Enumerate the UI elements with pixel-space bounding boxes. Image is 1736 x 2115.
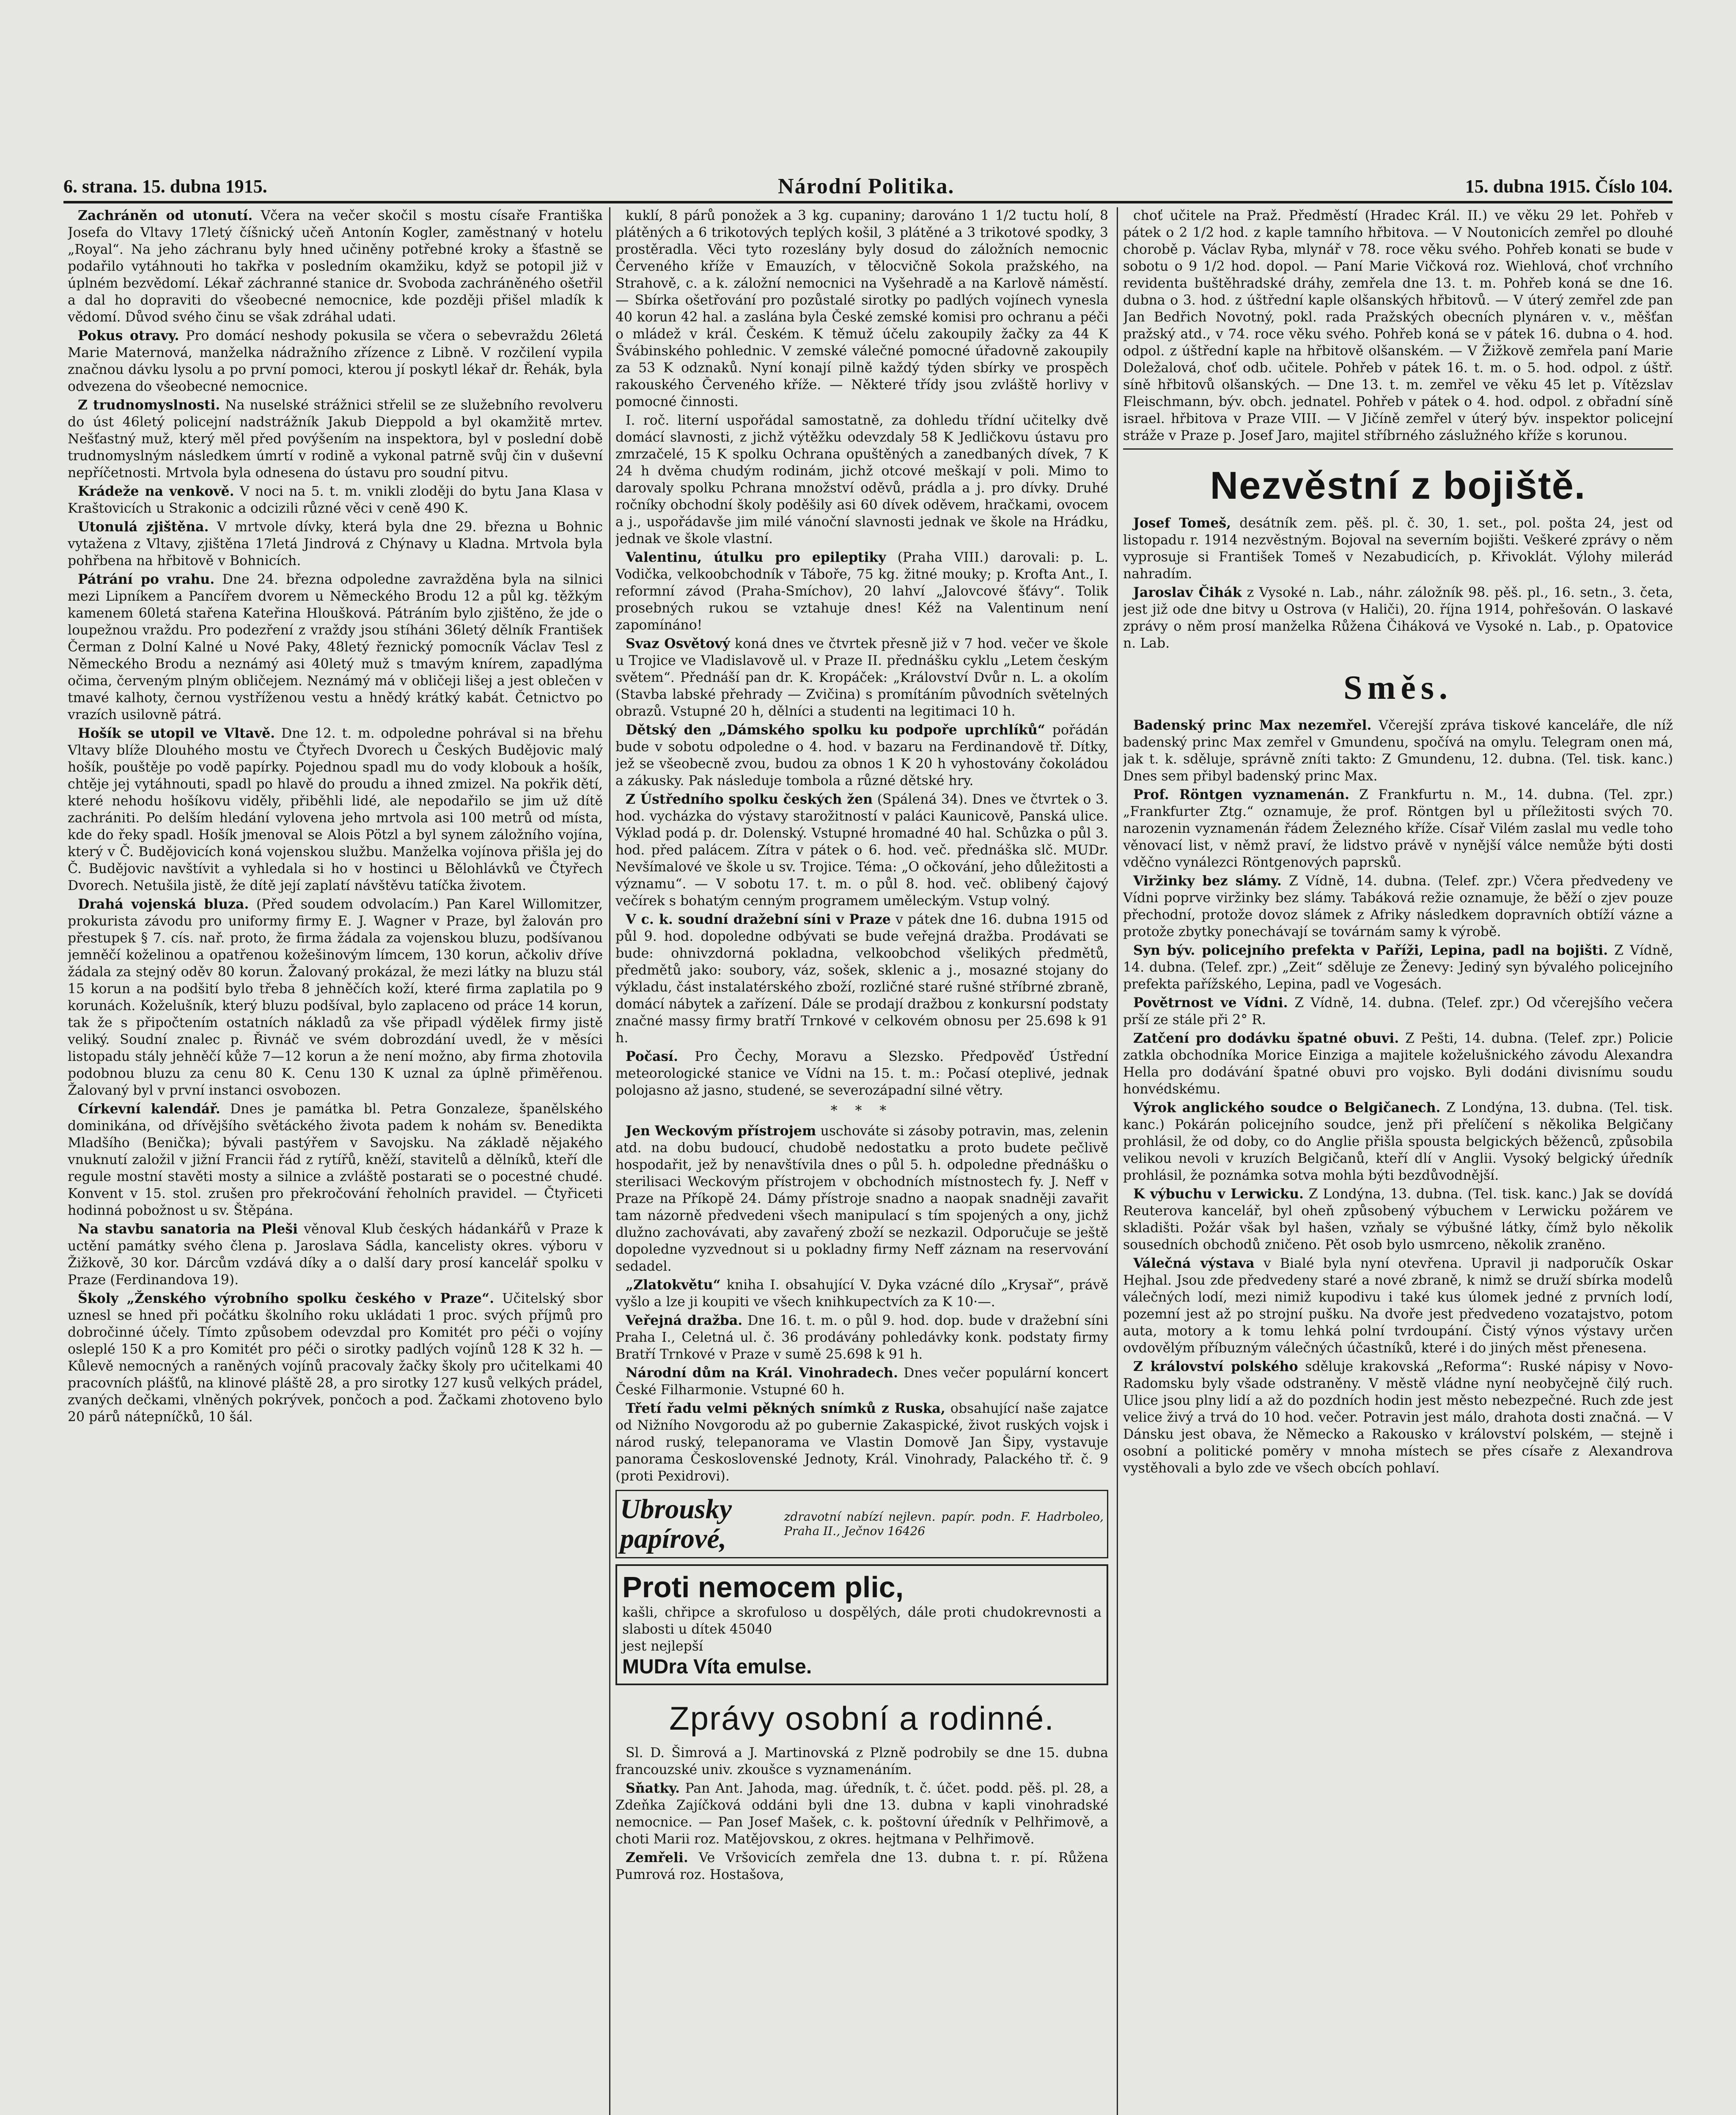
ad-product: MUDra Víta emulse.: [622, 1656, 812, 1678]
news-item: Jaroslav Čihák z Vysoké n. Lab., náhr. záložník 98. pěš. pl., 16. setn., 3. četa, jest již ode dne bitvy u Ostrova (v Haliči), 20. října 1914, pohřešován. O laskavé zprávy o něm prosí manželka Růžena Čiháková ve Vysoké n. Lab., p. Opatovice n. Lab.: [1123, 585, 1673, 651]
news-item: Pokus otravy. Pro domácí neshody pokusila se včera o sebevraždu 26letá Marie Maternová, manželka nádražního zřízence z Libně. V rozčilení vypila značnou dávku lysolu a po první pomoci, kterou jí poskytl lékař dr. Řehák, byla odvezena do všeobecné nemocnice.: [68, 328, 603, 394]
news-item: Valentinu, útulku pro epileptiky (Praha VIII.) darovali: p. L. Vodička, velkoobchodník v Táboře, 75 kg. žitné mouky; p. Krofta Ant., I. reformní závod (Praha-Smíchov), 20 lahví „Jalovcové šťávy“. Tolik prosebných rukou se vztahuje dnes! Kéž na Valentinum není zapomínáno!: [615, 549, 1108, 633]
news-item: „Zlatokvětu“ kniha I. obsahující V. Dyka vzácné dílo „Krysař“, právě vyšlo a lze ji koupiti ve všech knihkupectvích za K 10·—.: [615, 1277, 1108, 1310]
news-item: Jen Weckovým přístrojem uschováte si zásoby potravin, mas, zelenin atd. na dobu budoucí, chudobě nedostatku a proto budete pečlivě hospodařit, jež by nenavštívila dnes o půl 5. h. odpoledne přednášku o sterilisaci Weckovým přístrojem v obchodních místnostech fy. J. Neff v Praze na Příkopě 24. Dámy přístroje snadno a naopak snadněji zavařit tam názorně předvedeni všech manipulací s tím spojených a ony, jichž dlužno zachovávati, aby zavařený zboží se nezkazil. Odporučuje se ještě dopoledne vyzvednout si u pokladny firmy Neff záznam na reservování sedadel.: [615, 1123, 1108, 1274]
news-item: Krádeže na venkově. V noci na 5. t. m. vnikli zloději do bytu Jana Klasa v Kraštovicích u Strakonic a odcizili různé věci v ceně 490 K.: [68, 483, 603, 516]
ad-text: zdravotní nabízí nejlevn. papír. podn. F. Hadrboleo, Praha II., Ječnov 16426: [784, 1510, 1104, 1538]
news-item: Svaz Osvětový koná dnes ve čtvrtek přesně již v 7 hod. večer ve škole u Trojice ve Vladislavově ul. v Praze II. přednášku cyklu „Letem českým světem“. Přednáší pan dr. K. Kropáček: „Království Dvůr n. L. a okolím (Stavba labské přehrady — Zvičina) s promítáním původních světelných obrazů. Vstupné 20 h, dělníci a studenti na legitimaci 10 h.: [615, 636, 1108, 719]
news-item: Pátrání po vrahu. Dne 24. března odpoledne zavražděna byla na silnici mezi Lipníkem a Pancířem dvorem u Německého Brodu 12 a půl kg. těžkým kamenem 60letá stařena Kateřina Hloušková. Pátráním bylo zjištěno, že jde o loupežnou vraždu. Pro podezření z vraždy jsou stíháni 36letý dělník František Čerman z Dolní Kalné u Nové Paky, 48letý řeznický pomocník Václav Tesl z Německého Brodu a neznámý asi 40letý muž s tmavým knírem, zapadlýma očima, červeným plným obličejem. Neznámý má v obličeji lišej a jest oblečen v tmavé kalhoty, černou vystříženou vestu a hnědý krátký kabát. Četnictvo po vrazích usilovně pátrá.: [68, 571, 603, 722]
news-item: Veřejná dražba. Dne 16. t. m. o půl 9. hod. dop. bude v dražební síni Praha I., Celetná ul. č. 36 prodávány pohledávky konk. podstaty firmy Bratří Trnkové v Praze v sumě 25.698 k 91 h.: [615, 1313, 1108, 1362]
news-item: Syn býv. policejního prefekta v Paříži, Lepina, padl na bojišti. Z Vídně, 14. dubna. (Telef. zpr.) „Zeit“ sděluje ze Ženevy: Jediný syn bývalého policejního prefekta pařížského, Lepina, padl ve Vogesách.: [1123, 942, 1673, 992]
news-item: K výbuchu v Lerwicku. Z Londýna, 13. dubna. (Tel. tisk. kanc.) Jak se dovídá Reuterova kancelář, byl oheň způsobený výbuchem v Lerwicku požárem ve skladišti. Požár však byl hašen, vzňaly se výbušné látky, čímž bylo několik sousedních obchodů zničeno. Pět osob bylo usmrceno, několik zraněno.: [1123, 1186, 1673, 1253]
news-item: Badenský princ Max nezemřel. Včerejší zpráva tiskové kanceláře, dle níž badenský princ Max zemřel v Gmundenu, spočívá na omylu. Telegram onen má, jak t. k. sděluje, správně zníti takto: Z Gmundenu, 12. dubna. (Tel. tisk. kanc.) Dnes sem přibyl badenský princ Max.: [1123, 717, 1673, 784]
news-item: Zemřeli. Ve Vršovicích zemřela dne 13. dubna t. r. pí. Růžena Pumrová roz. Hostašova,: [615, 1850, 1108, 1882]
news-item: Viržinky bez slámy. Z Vídně, 14. dubna. (Telef. zpr.) Včera předvedeny ve Vídni poprve viržinky bez slámy. Tabáková režie oznamuje, že běží o zjev pouze přechodní, protože dovoz slámek z Afriky následkem dopravních obtíží vázne a protože zbytky ponechávají se továrnám samy k výrobě.: [1123, 873, 1673, 939]
news-item: V c. k. soudní dražební síni v Praze v pátek dne 16. dubna 1915 od půl 9. hod. dopoledne odbývati se bude veřejná dražba. Prodávati se bude: ohnivzdorná pokladna, velkoobchod všelikých předmětů, předmětů jako: soubory, váz, sošek, sklenic a j., mosazné stojany do výkladu, část instalatérského zboží, rozličné staré rušné stříbrné zbraně, domácí nábytek a zařízení. Dále se prodají dražbou z konkursní podstaty značné massy firmy bratří Trnkové v celkovém obnosu per 25.698 k 91 h.: [615, 912, 1108, 1046]
news-item: Z království polského sděluje krakovská „Reforma“: Ruské nápisy v Novo-Radomsku byly všade odstraněny. V městě vládne nyní neobyčejně čilý ruch. Ulice jsou plny lidí a až do pozdních hodin jest město nebezpečné. Ruch zde jest velice živý a trvá do 10 hod. večer. Potravin jest málo, drahota dosti značná. — V Dánsku jest obava, že Německo a Rakousko v království polském, — stejně i osobní a politické poměry v mnoha místech se přes císaře z Alexandrova vystěhovali a bylo zde ve všech obcích pohlaví.: [1123, 1359, 1673, 1476]
advertisement-napkins: [615, 1490, 1108, 1558]
masthead: [63, 171, 1673, 203]
news-item: Hošík se utopil ve Vltavě. Dne 12. t. m. odpoledne pohrával si na břehu Vltavy blíže Dlouhého mostu ve Čtyřech Dvorech u Českých Budějovic malý hošík, pouštěje po vodě papírky. Pojednou spadl mu do vody klobouk a hošík, chtěje jej vytáhnouti, spadl po hlavě do proudu a ihned zmizel. Na pokřik dětí, které nehodu hošíkovu viděly, přiběhli lidé, ale nepodařilo se jim už dítě zachrániti. Po delším hledání vylovena jeho mrtvola asi 100 metrů od místa, kde do řeky spadl. Hošík jmenoval se Alois Pötzl a byl synem záložního vojína, který v Č. Budějovicích koná vojenskou službu. Manželka vojínova přišla jej do Č. Budějovic navštívit a vyhledala si ho v hostinci u Bělohlávků ve Čtyřech Dvorech. Netušila jistě, že dítě její zaplatí návštěvu tatíčka životem.: [68, 725, 603, 893]
news-item: choť učitele na Praž. Předměstí (Hradec Král. II.) ve věku 29 let. Pohřeb v pátek o 2 1/2 hod. z kaple tamního hřbitova. — V Noutonicích zemřel po dlouhé chorobě p. Václav Ryba, mlynář v 78. roce věku svého. Pohřeb konati se bude v sobotu o 9 1/2 hod. dopol. — Paní Marie Vičková roz. Wiehlová, choť vrchního revidenta buštěhradské dráhy, zemřela dne 13. t. m. Pohřeb koná se dne 16. dubna o 3. hod. z úštřední kaple olšanských hřbitovů. — V úterý zemřel zde pan Jan Bedřich Novotný, pokl. rada Pražských obecních plynáren v. v., měšťan pražský atd., v 74. roce věku svého. Pohřeb koná se v pátek 16. dubna o 4. hod. odpol. z úštřední kaple na hřbitově olšanském. — V Žižkově zemřela paní Marie Doležalová, choť odb. učitele. Pohřeb v pátek 16. t. m. o 5. hod. odpol. z úštř. síně hřbitovů olšanských. — Dne 13. t. m. zemřel ve věku 45 let p. Vítězslav Fleischmann, býv. obch. jednatel. Pohřeb v pátek o 4. hod. odpol. z obřadní síně israel. hřbitova v Praze VIII. — V Jičíně zemřel v úterý býv. inspektor policejní stráže v Praze p. Josef Jaro, majitel stříbrného záslužného kříže s korunou.: [1123, 208, 1673, 443]
news-item: Sl. D. Šimrová a J. Martinovská z Plzně podrobily se dne 15. dubna francouzské univ. zkoušce s vyznamenáním.: [615, 1745, 1108, 1777]
news-item: Počasí. Pro Čechy, Moravu a Slezsko. Předpověď Ústřední meteorologické stanice ve Vídni na 15. t. m.: Počasí oteplivé, jednak polojasno až jasno, studené, se severozápadní silné větry.: [615, 1049, 1108, 1098]
section-title: Směs.: [1343, 669, 1453, 706]
page-date-left: 6. strana. 15. dubna 1915.: [63, 176, 267, 197]
ad-headline: Proti nemocem plic,: [622, 1571, 904, 1604]
news-item: Z Ústředního spolku českých žen (Spálená 34). Dnes ve čtvrtek o 3. hod. vycházka do výstavy starožitností v paláci Kaunicově, Panská ulice. Výklad podá p. dr. Dolenský. Vstupné hromadné 40 hal. Schůzka o půl 3. hod. před palácem. Zítra v pátek o 6. hod. več. přednáška slč. MUDr. Nevšímalové ve škole u sv. Trojice. Téma: „O očkování, jeho důležitosti a významu“. — V sobotu 17. t. m. o půl 8. hod. več. oblibený čajový večírek s bohatým cenným programem uměleckým. Vstup volný.: [615, 791, 1108, 909]
column-divider: [609, 207, 610, 2115]
news-item: Výrok anglického soudce o Belgičanech. Z Londýna, 13. dubna. (Tel. tisk. kanc.) Pokárán policejního soudce, jenž při přelíčení s několika Belgičany prohlásil, že od doby, co do Anglie přišla spousta belgických běženců, způsobila velikou nevoli v kruzích Belgičanů, kteří dlí v Anglii. Vysoký belgický úředník prohlásil, že poznámka sotva mohla býti bezdůvodnější.: [1123, 1100, 1673, 1183]
column-3: [1123, 207, 1673, 2115]
section-title: Zprávy osobní a rodinné.: [669, 1700, 1055, 1737]
news-item: Josef Tomeš, desátník zem. pěš. pl. č. 30, 1. set., pol. pošta 24, jest od listopadu r. 1914 nezvěstným. Bojoval na severním bojišti. Veškeré zprávy o něm vyprosuje si František Tomeš v Nezabudicích, p. Křivoklát. Výlohy milerád nahradím.: [1123, 515, 1673, 582]
divider: [1123, 448, 1673, 450]
column-2: [615, 207, 1108, 2115]
news-item: Povětrnost ve Vídni. Z Vídně, 14. dubna. (Telef. zpr.) Od včerejšího večera prší ze stále při 2° R.: [1123, 995, 1673, 1027]
section-title: Nezvěstní z bojiště.: [1210, 464, 1586, 507]
ad-text: kašli, chřipce a skrofuloso u dospělých, dále proti chudokrevnosti a slabosti u dítek 45040: [622, 1605, 1101, 1637]
newspaper-title: Národní Politika.: [778, 174, 955, 198]
news-item: Prof. Röntgen vyznamenán. Z Frankfurtu n. M., 14. dubna. (Tel. zpr.) „Frankfurter Ztg.“ oznamuje, že prof. Röntgen byl u příležitosti svých 70. narozenin vyznamenán řádem Železného kříže. Císař Vilém zaslal mu vedle toho věnovací list, v němž praví, že lidstvo právě v nynější válce nemůže býti dosti vděčno vynálezci Röntgenových paprsků.: [1123, 787, 1673, 870]
advertisement-emulsion: [615, 1564, 1108, 1685]
news-item: Církevní kalendář. Dnes je památka bl. Petra Gonzaleze, španělského dominikána, od dřívějšího světáckého života padem k nohám sv. Benedikta Mladšího (Benička); bývali pastýřem v Savojsku. Na základě nějakého vnuknutí založil v jižní Francii řád z rytířů, kněží, stavitelů a dělníků, kteří dle regule mostní stavěti mosty a silnice a zvláště postarati se o pocestné chudé. Konvent v 15. stol. zrušen pro překročování řeholních pravidel. — Čtyřiceti hodinná pobožnost u sv. Štěpána.: [68, 1101, 603, 1218]
news-item: Drahá vojenská bluza. (Před soudem odvolacím.) Pan Karel Willomitzer, prokurista závodu pro uniformy firmy E. J. Wagner v Praze, byl žalován pro přestupek § 7. cís. nař. proto, že firma žádala za vojenskou bluzu, podšívanou jemněčí koželinou a opatřenou kožešinovým límcem, 130 korun, ačkoliv dříve žádala za stejný oděv 80 korun. Žalovaný prokázal, že mezi látky na bluzu stál 15 korun a na podšití bylo třeba 8 jehněčích koží, které firma zaplatila po 9 korunách. Koželušník, který bluzu podšíval, bylo zaplaceno od práce 14 korun, tak že s připočtením ostatních nákladů za vše připadl výdělek firmy jistě veliký. Soudní znalec p. Řivnáč ve svém dobrozdání uvedl, že v měsíci listopadu stály jehněčí kůže 7—12 korun a že není možno, aby firma zhotovila podobnou bluzu za cenu 80 K. Cenu 130 K uznal za úplně přiměřenou. Žalovaný byl v první instanci osvobozen.: [68, 896, 603, 1098]
news-item: Školy „Ženského výrobního spolku českého v Praze“. Učitelský sbor uznesl se hned při počátku školního roku ukládati 1 proc. svých příjmů pro dobročinné účely. Tímto způsobem odevzdal pro Komitét pro péči o vojíny osleplé 150 K a pro Komitét pro péči o sirotky padlých vojínů 128 K 32 h. — Kůlevě nemocných a raněných vojínů pracovaly žačky školy pro učitelkami 40 pracovních plášťů, na klinové pláště 28, a pro sirotky 127 kusů velkých prádel, zvaných dečkami, vlněných pokrývek, pončoch a pod. Žačkami zhotoveno bylo 20 párů nátepníčků, 10 šál.: [68, 1291, 603, 1425]
news-item: Z trudnomyslnosti. Na nuselské strážnici střelil se ze služebního revolveru do úst 46letý policejní nadstrážník Jakub Dieppold a byl okamžitě mrtev. Nešťastný muž, který měl před povýšením na inspektora, byl v poslední době trudnomyslným následkem úmrtí v rodině a vykonal patrně svůj čin v duševní nepříčetnosti. Mrtvola byla odnesena do ústavu pro soudní pitvu.: [68, 397, 603, 481]
news-item: Dětský den „Dámského spolku ku podpoře uprchlíků“ pořádán bude v sobotu odpoledne o 4. hod. v bazaru na Ferdinandově tř. Dítky, jež se všeobecně zvou, budou za obnos 1 K 20 h vyhostovány čokoládou a zákusky. Pak následuje tombola a různé dětské hry.: [615, 722, 1108, 788]
news-item: Utonulá zjištěna. V mrtvole dívky, která byla dne 29. března u Bohnic vytažena z Vltavy, zjištěna 17letá Jindrová z Chýnavy u Kladna. Mrtvola byla pohřbena na hřbitově v Bohnicích.: [68, 519, 603, 569]
news-item: Na stavbu sanatoria na Pleši věnoval Klub českých hádankářů v Praze k uctění památky svého člena p. Jaroslava Sádla, kancelisty okres. výboru v Žižkově, 30 kor. Dárcům vzdává díky a o další dary prosí kancelář spolku v Praze (Ferdinandova 19).: [68, 1221, 603, 1288]
news-item: Zachráněn od utonutí. Včera na večer skočil s mostu císaře Františka Josefa do Vltavy 17letý číšnický učeň Antonín Kogler, zaměstnaný v hotelu „Royal“. Na jeho záchranu byly hned učiněny potřebné kroky a šťastně se podařilo vytáhnouti ho takřka v posledním okamžiku, když se potopil již v úplném bezvědomí. Lékař záchranné stanice dr. Svoboda zachráněného ošetřil a dal ho dopraviti do všeobecné nemocnice, kde později přišel mladík k vědomí. Důvod svého činu se však zdráhal udati.: [68, 208, 603, 325]
ad-text: jest nejlepší: [622, 1639, 703, 1654]
column-1: [68, 207, 603, 2115]
news-item: I. roč. literní uspořádal samostatně, za dohledu třídní učitelky dvě domácí slavnosti, z jichž výtěžku odevzdaly 58 K Jedličkovu ústavu pro zmrzačelé, 15 K spolku Ochrana opuštěných a zanedbaných dívek, 7 K 24 h dvěma chudým rodinám, jichž otcové meškají v poli. Mimo to darovaly spolku Pchrana množství oděvů, prádla a j. pro dívky. Druhé ročníky obchodní školy poděšily asi 60 dívek oděvem, hračkami, ovocem a j., uspořádavše jim milé vánoční slavnosti jednak ve škole na Hrádku, jednak ve škole vlastní.: [615, 413, 1108, 547]
column-divider: [1117, 207, 1118, 2115]
news-item: Zatčení pro dodávku špatné obuvi. Z Pešti, 14. dubna. (Telef. zpr.) Policie zatkla obchodníka Morice Einziga a majitele koželušnického závodu Alexandra Hella pro dodávání špatné obuvi pro vojsko. Byli dodáni divisnímu soudu honvédskému.: [1123, 1030, 1673, 1097]
separator-stars: * * *: [830, 1103, 893, 1118]
news-item: Válečná výstava v Bialé byla nyní otevřena. Upravil ji nadporučík Oskar Hejhal. Jsou zde předvedeny staré a nové zbraně, k nimž se druží sbírka modelů válečných lodí, mezi nimiž kupodivu i také kus úlomek jedné z prvních lodí, pozemní jest až po strojní pušku. Na dvoře jest předvedeno vozatajstvo, potom auta, motory a k tomu lehká polní tvrdoupání. Čistý výnos výstavy určen ovdovělým příbuzným válečných účastníků, které i do jiných měst přenesena.: [1123, 1255, 1673, 1356]
news-item: Národní dům na Král. Vinohradech. Dnes večer populární koncert České Filharmonie. Vstupné 60 h.: [615, 1365, 1108, 1398]
issue-number: 15. dubna 1915. Číslo 104.: [1465, 176, 1673, 197]
news-item: kuklí, 8 párů ponožek a 3 kg. cupaniny; darováno 1 1/2 tuctu holí, 8 plátěných a 6 trikotových teplých košil, 3 plátěné a 3 trikotové spodky, 3 prostěradla. Věci tyto rozeslány byly dosud do záložních nemocnic Červeného kříže v Emauzích, v tělocvičně Sokola pražského, na Strahově, c. a k. záložní nemocnici na Vyšehradě a na Karlově náměstí. — Sbírka ošetřování pro pozůstalé sirotky po padlých vojínech vynesla 40 korun 42 hal. a zaslána byla České zemské komisi pro ochranu a péči o mládež v král. Českém. K těmuž účelu zakoupily žačky za 44 K Švábinského pohlednic. V zemské válečné pomocné úřadovně zakoupily za 53 K odznaků. Nyní konají pilně každý týden sbírky ve prospěch rakouského Červeného kříže. — Některé třídy jsou zvláště horlivy v pomocné činnosti.: [615, 208, 1108, 409]
ad-brand: Ubrousky papírové,: [620, 1494, 732, 1554]
news-item: Sňatky. Pan Ant. Jahoda, mag. úředník, t. č. účet. podd. pěš. pl. 28, a Zdeňka Zajíčková oddáni byli dne 13. dubna v kapli vinohradské nemocnice. — Pan Josef Mašek, c. k. poštovní úředník v Pelhřimově, a choti Marii roz. Matějovskou, z okres. hejtmana v Pelhřimově.: [615, 1780, 1108, 1847]
news-item: Třetí řadu velmi pěkných snímků z Ruska, obsahující naše zajatce od Nižního Novgorodu až po gubernie Zakaspické, život ruských vojsk i národ ruský, telepanorama ve Vlastin Domově Jan Šipy, vystavuje panorama Československé Jednoty, Král. Vinohrady, Palackého tř. č. 9 (proti Pexidrovi).: [615, 1401, 1108, 1484]
